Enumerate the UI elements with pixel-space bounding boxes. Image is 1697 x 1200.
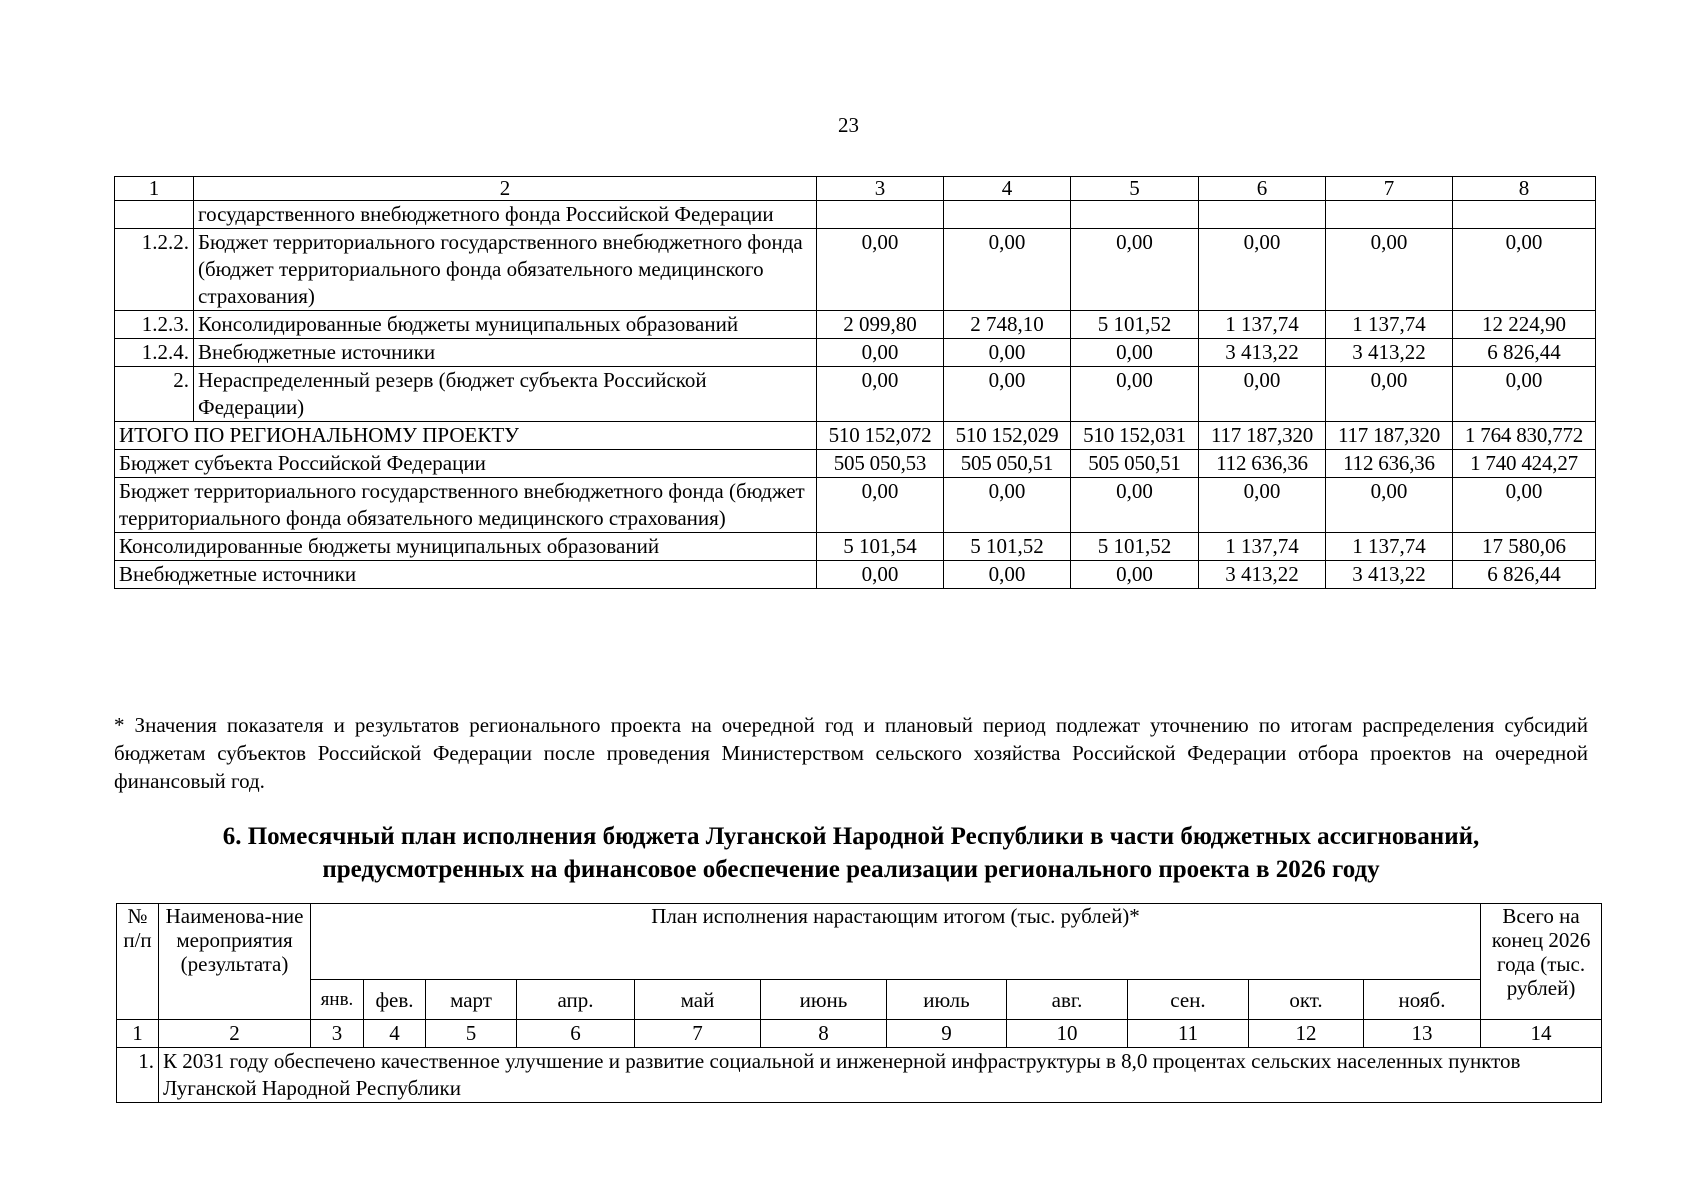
column-number: 14 [1481,1020,1602,1048]
row-value: 5 101,52 [1071,311,1199,339]
table-row [115,201,1596,229]
row-value: 0,00 [1071,339,1199,367]
row-name: Внебюджетные источники [194,339,817,367]
column-number: 7 [1326,177,1453,201]
summary-row [115,561,1596,589]
summary-value: 0,00 [1071,478,1199,533]
month-header: март [426,980,517,1020]
summary-value: 3 413,22 [1199,561,1326,589]
column-number: 3 [817,177,944,201]
summary-name: ИТОГО ПО РЕГИОНАЛЬНОМУ ПРОЕКТУ [115,422,817,450]
summary-value: 5 101,52 [944,533,1071,561]
column-number: 13 [1364,1020,1481,1048]
summary-row [115,422,1596,450]
month-header: авг. [1007,980,1128,1020]
summary-value: 1 137,74 [1199,533,1326,561]
month-header: июнь [761,980,887,1020]
header-row [115,177,1596,201]
month-header: фев. [364,980,426,1020]
header-name: Наименова-ние мероприятия (результата) [159,904,311,1020]
summary-name: Консолидированные бюджеты муниципальных образований [115,533,817,561]
month-header: янв. [311,980,364,1020]
column-number: 10 [1007,1020,1128,1048]
header-num: № п/п [117,904,159,1020]
section-title-line-1: 6. Помесячный план исполнения бюджета Луганской Народной Республики в части бюджетных ассигнований, [222,823,1480,850]
row-value [1071,201,1199,229]
row-value: 2 099,80 [817,311,944,339]
summary-name: Внебюджетные источники [115,561,817,589]
column-number: 2 [194,177,817,201]
column-number: 1 [117,1020,159,1048]
month-header: июль [887,980,1007,1020]
row-value: 6 826,44 [1453,339,1596,367]
row-value: 0,00 [1199,229,1326,311]
row-value [944,201,1071,229]
column-number: 8 [1453,177,1596,201]
row-name: государственного внебюджетного фонда Российской Федерации [194,201,817,229]
summary-value: 505 050,53 [817,450,944,478]
row-value: 0,00 [817,229,944,311]
row-value: 3 413,22 [1326,339,1453,367]
row-number: 1.2.3. [115,311,194,339]
row-value: 0,00 [1326,367,1453,422]
column-number: 3 [311,1020,364,1048]
summary-name: Бюджет территориального государственного внебюджетного фонда (бюджет территориального фонда обязательного медицинского страхования) [115,478,817,533]
row-value: 1 137,74 [1199,311,1326,339]
summary-value: 510 152,029 [944,422,1071,450]
summary-value: 0,00 [817,561,944,589]
budget-table [114,176,1596,589]
row-text: К 2031 году обеспечено качественное улучшение и развитие социальной и инженерной инфраструктуры в 8,0 процентах сельских населенных пунктов Луганской Народной Республики [159,1048,1602,1103]
row-value [1453,201,1596,229]
summary-value: 5 101,54 [817,533,944,561]
column-number: 4 [364,1020,426,1048]
month-header: сен. [1128,980,1249,1020]
summary-value: 17 580,06 [1453,533,1596,561]
row-number: 1.2.4. [115,339,194,367]
summary-value: 3 413,22 [1326,561,1453,589]
summary-value: 112 636,36 [1326,450,1453,478]
row-value: 12 224,90 [1453,311,1596,339]
summary-value: 112 636,36 [1199,450,1326,478]
summary-value: 510 152,031 [1071,422,1199,450]
table-row [117,1048,1602,1103]
row-value [817,201,944,229]
row-value: 0,00 [944,229,1071,311]
summary-row [115,450,1596,478]
row-name: Бюджет территориального государственного внебюджетного фонда (бюджет территориального фонда обязательного медицинского страхования) [194,229,817,311]
row-value: 0,00 [1453,367,1596,422]
month-header: май [635,980,761,1020]
column-number: 2 [159,1020,311,1048]
summary-row [115,533,1596,561]
row-value: 0,00 [1071,229,1199,311]
row-name: Консолидированные бюджеты муниципальных образований [194,311,817,339]
row-value [1199,201,1326,229]
summary-value: 6 826,44 [1453,561,1596,589]
summary-value: 5 101,52 [1071,533,1199,561]
column-number: 12 [1249,1020,1364,1048]
row-num: 1. [117,1048,159,1103]
summary-value: 117 187,320 [1326,422,1453,450]
row-value: 0,00 [1453,229,1596,311]
summary-value: 0,00 [1453,478,1596,533]
summary-value: 1 137,74 [1326,533,1453,561]
column-number: 6 [1199,177,1326,201]
row-value: 2 748,10 [944,311,1071,339]
table-row [115,339,1596,367]
summary-value: 0,00 [1199,478,1326,533]
table-row [115,367,1596,422]
table-row [115,311,1596,339]
summary-value: 0,00 [1071,561,1199,589]
month-header: окт. [1249,980,1364,1020]
summary-value: 0,00 [1326,478,1453,533]
summary-value: 0,00 [944,478,1071,533]
section-title-line-2: предусмотренных на финансовое обеспечение реализации регионального проекта в 2026 году [322,856,1380,883]
summary-value: 0,00 [817,478,944,533]
column-number: 1 [115,177,194,201]
header-total: Всего на конец 2026 года (тыс. рублей) [1481,904,1602,1020]
row-number: 2. [115,367,194,422]
summary-value: 1 764 830,772 [1453,422,1596,450]
summary-name: Бюджет субъекта Российской Федерации [115,450,817,478]
row-value: 0,00 [944,367,1071,422]
summary-value: 0,00 [944,561,1071,589]
row-value: 0,00 [817,367,944,422]
summary-value: 117 187,320 [1199,422,1326,450]
summary-value: 1 740 424,27 [1453,450,1596,478]
month-header: апр. [517,980,635,1020]
column-number: 4 [944,177,1071,201]
column-number: 6 [517,1020,635,1048]
monthly-plan-table [116,903,1602,1103]
summary-row [115,478,1596,533]
row-value: 0,00 [1071,367,1199,422]
section-title [114,820,1588,886]
row-number [115,201,194,229]
row-value: 3 413,22 [1199,339,1326,367]
summary-value: 505 050,51 [1071,450,1199,478]
row-value: 0,00 [1326,229,1453,311]
summary-value: 510 152,072 [817,422,944,450]
column-number: 9 [887,1020,1007,1048]
row-value: 0,00 [817,339,944,367]
page-number: 23 [838,113,859,137]
row-value: 0,00 [944,339,1071,367]
column-number: 8 [761,1020,887,1048]
header-plan: План исполнения нарастающим итогом (тыс. рублей)* [311,904,1481,980]
row-number: 1.2.2. [115,229,194,311]
column-number: 7 [635,1020,761,1048]
row-value: 1 137,74 [1326,311,1453,339]
column-number: 11 [1128,1020,1249,1048]
column-number: 5 [1071,177,1199,201]
month-header: нояб. [1364,980,1481,1020]
summary-value: 505 050,51 [944,450,1071,478]
column-number: 5 [426,1020,517,1048]
row-name: Нераспределенный резерв (бюджет субъекта Российской Федерации) [194,367,817,422]
footnote: * Значения показателя и результатов регионального проекта на очередной год и плановый период подлежат уточнению по итогам распределения субсидий бюджетам субъектов Российской Федерации после проведения Министерством сельского хозяйства Российской Федерации отбора проектов на очередной финансовый год. [114,713,1588,793]
table-row [115,229,1596,311]
row-value: 0,00 [1199,367,1326,422]
row-value [1326,201,1453,229]
